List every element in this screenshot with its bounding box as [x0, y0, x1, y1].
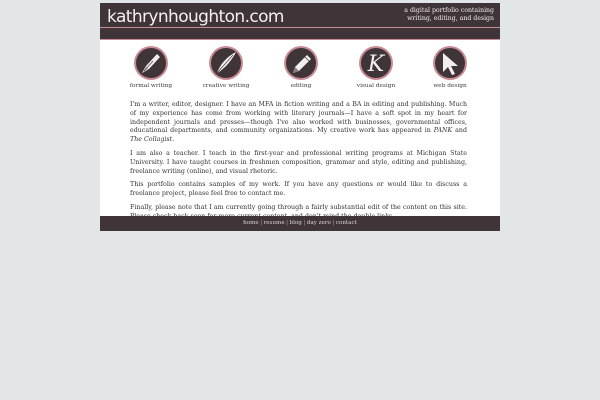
nav-web-design[interactable]	[420, 45, 480, 89]
portfolio-nav	[100, 45, 500, 95]
cursor-arrow-icon	[430, 45, 470, 81]
page-container	[100, 3, 500, 231]
journal-title-pank: PANK	[433, 127, 453, 135]
nav-editing[interactable]	[271, 45, 331, 89]
intro-paragraph-3: This portfolio contains samples of my work. If you have any questions or would like to discuss a freelance project, please feel free to contact me.	[130, 181, 467, 198]
nav-creative-writing[interactable]	[196, 45, 256, 89]
site-header	[100, 3, 500, 40]
nav-formal-writing[interactable]	[121, 45, 181, 89]
site-tagline	[374, 7, 494, 24]
nav-label: creative writing	[202, 83, 250, 89]
intro-content	[130, 101, 467, 227]
tagline-line-1: a digital portfolio containing	[404, 7, 494, 14]
quill-icon	[206, 45, 246, 81]
nav-visual-design[interactable]	[346, 45, 406, 89]
tagline-line-2: writing, editing, and design	[407, 15, 494, 23]
nav-label: visual design	[356, 83, 396, 89]
site-logo[interactable]: kathrynhoughton.com	[107, 7, 284, 27]
nav-label: web design	[433, 83, 467, 89]
intro-paragraph-4: Finally, please note that I am currently going through a fairly substantial edit of the content on this site.	[130, 203, 467, 211]
fountain-pen-icon	[131, 45, 171, 81]
pencil-icon	[281, 45, 321, 81]
journal-title-collagist: The Collagist	[130, 136, 173, 144]
footer-link-resume[interactable]: resume	[263, 220, 285, 226]
intro-paragraph-2: I am also a teacher. I teach in the first-year and professional writing programs at Michigan State University. I have taught courses in freshmen composition, grammar and style, editing and publishing, freelance writing (online), and visual rhetoric.	[130, 149, 467, 175]
nav-label: formal writing	[129, 83, 173, 89]
paragraph-text: I'm a writer, editor, designer. I have an MFA in fiction writing and a BA in editing and publishing. Much of my experience has come from working with literary journals—I have a soft spot in my heart for independent journals and presses—though I've also worked with businesses, governmental offices, educational departments, and community organizations. My creative work has appeared in	[130, 101, 467, 135]
paragraph-text: .	[172, 136, 175, 144]
svg-text:K: K	[367, 52, 385, 77]
letter-k-icon	[356, 45, 396, 81]
footer-separator: |	[303, 220, 306, 226]
header-divider	[100, 27, 500, 28]
footer-separator: |	[332, 220, 335, 226]
site-footer	[100, 216, 500, 231]
nav-label: editing	[290, 83, 312, 89]
footer-separator: |	[260, 220, 263, 226]
footer-link-contact[interactable]: contact	[335, 220, 357, 226]
paragraph-text: and	[452, 127, 467, 135]
footer-link-day-zero[interactable]: day zero	[306, 220, 331, 226]
footer-link-home[interactable]: home	[243, 220, 259, 226]
intro-paragraph-1	[130, 101, 467, 145]
footer-link-blog[interactable]: blog	[289, 220, 302, 226]
footer-separator: |	[286, 220, 289, 226]
